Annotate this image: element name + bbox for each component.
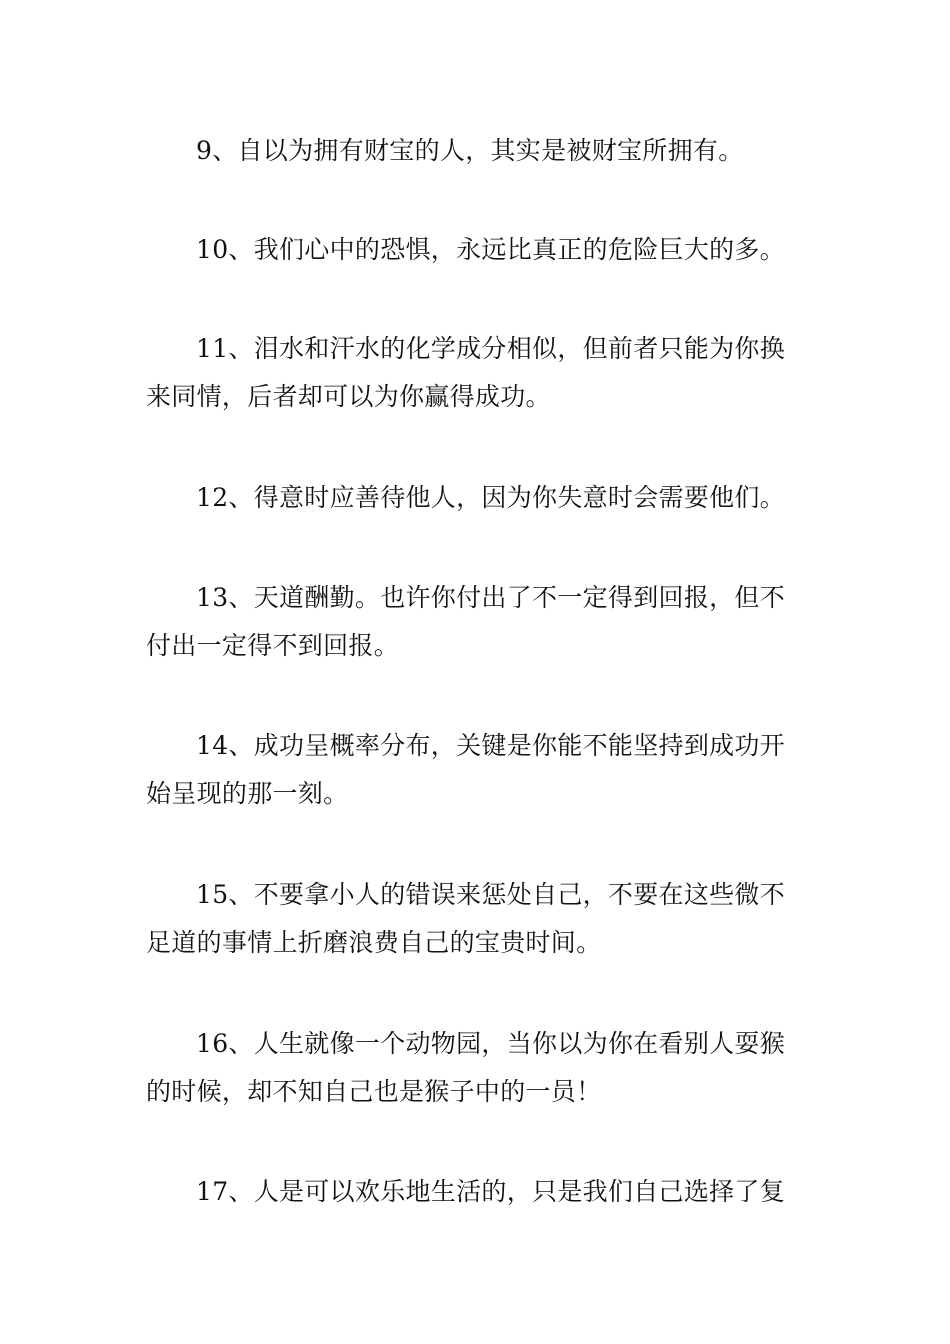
paragraph-9: 9、自以为拥有财宝的人，其实是被财宝所拥有。 bbox=[196, 136, 744, 165]
paragraph-13: 13、天道酬勤。也许你付出了不一定得到回报，但不付出一定得不到回报。 bbox=[146, 583, 786, 660]
paragraph-14: 14、成功呈概率分布，关键是你能不能坚持到成功开始呈现的那一刻。 bbox=[146, 731, 786, 808]
paragraph-10: 10、我们心中的恐惧，永远比真正的危险巨大的多。 bbox=[196, 235, 786, 264]
paragraph-12: 12、得意时应善待他人，因为你失意时会需要他们。 bbox=[196, 483, 786, 512]
paragraph-17: 17、人是可以欢乐地生活的，只是我们自己选择了复 bbox=[196, 1177, 786, 1206]
paragraph-15: 15、不要拿小人的错误来惩处自己，不要在这些微不足道的事情上折磨浪费自己的宝贵时间。 bbox=[146, 880, 786, 957]
paragraph-16: 16、人生就像一个动物园，当你以为你在看别人耍猴的时候，却不知自己也是猴子中的一员！ bbox=[146, 1029, 786, 1106]
paragraph-11: 11、泪水和汗水的化学成分相似，但前者只能为你换来同情，后者却可以为你赢得成功。 bbox=[146, 334, 786, 411]
